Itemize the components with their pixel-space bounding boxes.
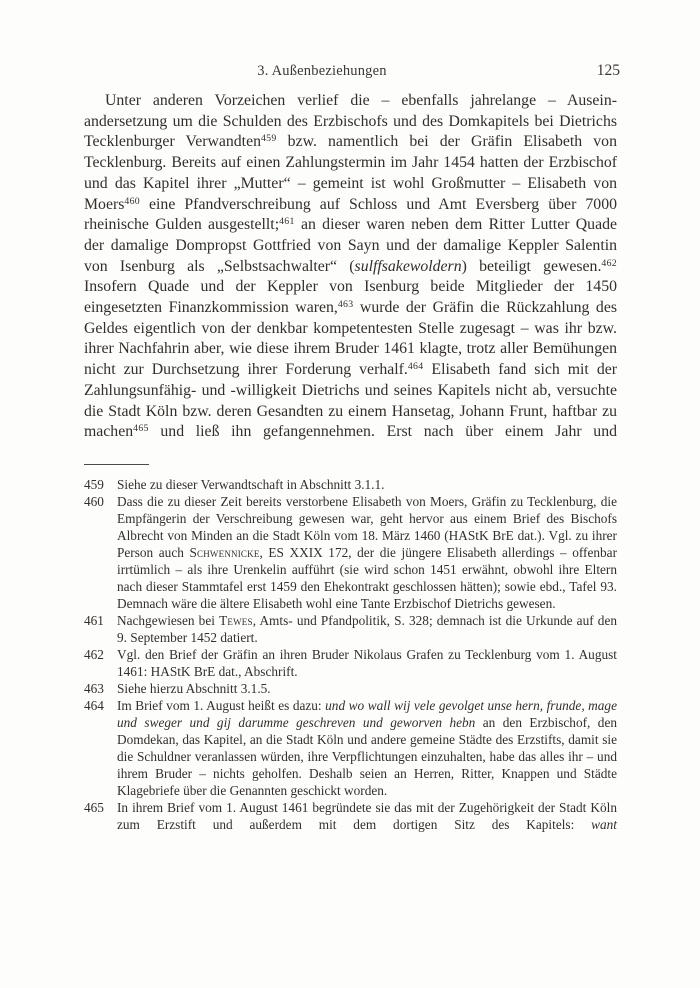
text-segment: Schwennicke [189, 545, 260, 560]
text-segment: Vgl. den Brief der Gräfin an ihren Bruder Nikolaus Grafen zu Tecklenburg vom 1. August 1461: HAStK BrE dat., Abschrift. [117, 647, 617, 679]
footnote-number: 465 [84, 800, 104, 815]
text-segment: an den Erzbischof, den Domdekan, das Kapitel, an die Stadt Köln und andere gemeine Städte des Erzstifts, damit sie die Schuldner veranlassen würden, ihre Verpflichtungen einzuhalten, habe das alles ihr – und ihrem Bruder – nichts geholfen. Deshalb seien an Herren, Ritter, Knappen und Städte Klagebriefe über die Genannten geschickt worden. [117, 715, 617, 798]
footnote-ref-marker: 465 [133, 423, 149, 435]
text-segment: sulffsakewoldern [354, 257, 462, 275]
footnote-separator [84, 464, 149, 465]
footnote-number: 463 [84, 681, 104, 696]
footnote-number: 459 [84, 477, 104, 492]
text-segment: Im Brief vom 1. August heißt es dazu: [117, 698, 326, 713]
footnote-number: 461 [84, 613, 104, 628]
text-segment: an dieser waren neben dem Ritter Lutter Quade der damalige Dompropst Gottfried von Sayn und der damalige Keppler Salentin von Isenburg als „Selbstsachwalter“ ( [84, 216, 617, 275]
text-segment: Insofern Quade und der Keppler von Isenburg beide Mitglieder der 1450 eingesetzten Finanzkommission waren, [84, 278, 617, 317]
running-head [0, 63, 700, 83]
text-segment: want [591, 817, 617, 832]
main-paragraph [84, 91, 617, 443]
footnote-number: 464 [84, 698, 104, 713]
footnote-ref-marker: 464 [407, 361, 424, 373]
text-segment: eine Pfandverschreibung auf Schloss und Amt Eversberg über 7000 rheinische Gulden ausgestellt; [84, 195, 617, 234]
text-segment: In ihrem Brief vom 1. August 1461 begründete sie das mit der Zugehörigkeit der Stadt Köln zum Erzstift und außerdem mit dem dortigen Sitz des Kapitels: [117, 800, 617, 832]
text-segment: ) beteiligt gewesen. [461, 257, 602, 275]
text-segment: Siehe hierzu Abschnitt 3.1.5. [117, 681, 271, 696]
footnote-ref-marker: 462 [601, 257, 617, 269]
text-segment: , Amts- und Pfandpolitik, S. 328; demnach ist die Urkunde auf den 9. September 1452 datiert. [117, 613, 618, 645]
text-segment: wurde der Gräfin die Rückzahlung des Geldes eigentlich von der denkbar kompetentesten Stelle zugesagt – was ihr bzw. ihrer Nachfahrin aber, wie diese ihrem Bruder 1461 klagte, trotz aller Bemühungen nicht zur Durchsetzung ihrer Forderung verhalf. [84, 299, 617, 379]
text-segment: Dass die zu dieser Zeit bereits verstorbene Elisabeth von Moers, Gräfin zu Tecklenburg, die Empfängerin der Verschreibung gewesen war, geht hervor aus einem Brief des Bischofs Albrecht von Minden an die Stadt Köln vom 18. März 1460 (HAStK BrE dat.). Vgl. zu ihrer Person auch [117, 494, 617, 560]
text-segment: Elisabeth fand sich mit der Zahlungsunfähig- und -willigkeit Dietrichs und seines Kapitels nicht ab, versuchte die Stadt Köln bzw. deren Gesandten zu einem Hansetag, Johann Frunt, haftbar zu machen [84, 361, 617, 441]
footnote-item [84, 646, 617, 680]
footnote-item [84, 612, 617, 646]
text-segment: Siehe zu dieser Verwandtschaft in Abschnitt 3.1.1. [117, 477, 385, 492]
footnote-ref-marker: 463 [337, 299, 354, 311]
text-segment: und wo wall wij vele gevolget unse hern, frunde, mage und sweger und gij darumme geschreven und geworven hebn [117, 698, 617, 730]
running-head-section-title: 3. Außenbeziehungen [257, 63, 387, 79]
page-number: 125 [596, 62, 620, 79]
text-segment: und ließ ihn gefangennehmen. Erst nach über einem Jahr und [148, 423, 617, 441]
text-segment: Unter anderen Vorzeichen verlief die – ebenfalls jahrelange – Auseinandersetzung um die Schulden des Erzbischofs und des Domkapitels bei Dietrichs Tecklenburger Verwandten [84, 92, 617, 151]
footnote-item [84, 476, 617, 493]
footnote-number: 460 [84, 494, 104, 509]
footnote-ref-marker: 460 [124, 195, 140, 207]
text-segment: , ES XXIX 172, der die jüngere Elisabeth allerdings – offenbar irrtümlich – als ihre Urenkelin aufführt (sie wird schon 1451 erwähnt, obwohl ihre Eltern nach dieser Stammtafel erst 1459 den Ehekontrakt geschlossen hätten); sowie ebd., Tafel 93. Demnach wäre die ältere Elisabeth wohl eine Tante Erzbischof Dietrichs gewesen. [117, 545, 617, 611]
text-segment: Tewes [219, 613, 253, 628]
text-segment: Nachgewiesen bei [117, 613, 220, 628]
footnote-item [84, 697, 617, 799]
footnote-item [84, 680, 617, 697]
footnote-item [84, 799, 617, 833]
footnote-item [84, 493, 617, 612]
footnotes-section [84, 476, 617, 833]
footnote-ref-marker: 461 [279, 216, 295, 228]
footnote-ref-marker: 459 [260, 133, 277, 145]
footnote-number: 462 [84, 647, 104, 662]
text-segment: bzw. namentlich bei der Gräfin Elisabeth von Tecklenburg. Bereits auf einen Zahlungstermin im Jahr 1454 hatten der Erzbischof und das Kapitel ihrer „Mutter“ – gemeint ist wohl Großmutter – Elisabeth von Moers [84, 133, 617, 213]
